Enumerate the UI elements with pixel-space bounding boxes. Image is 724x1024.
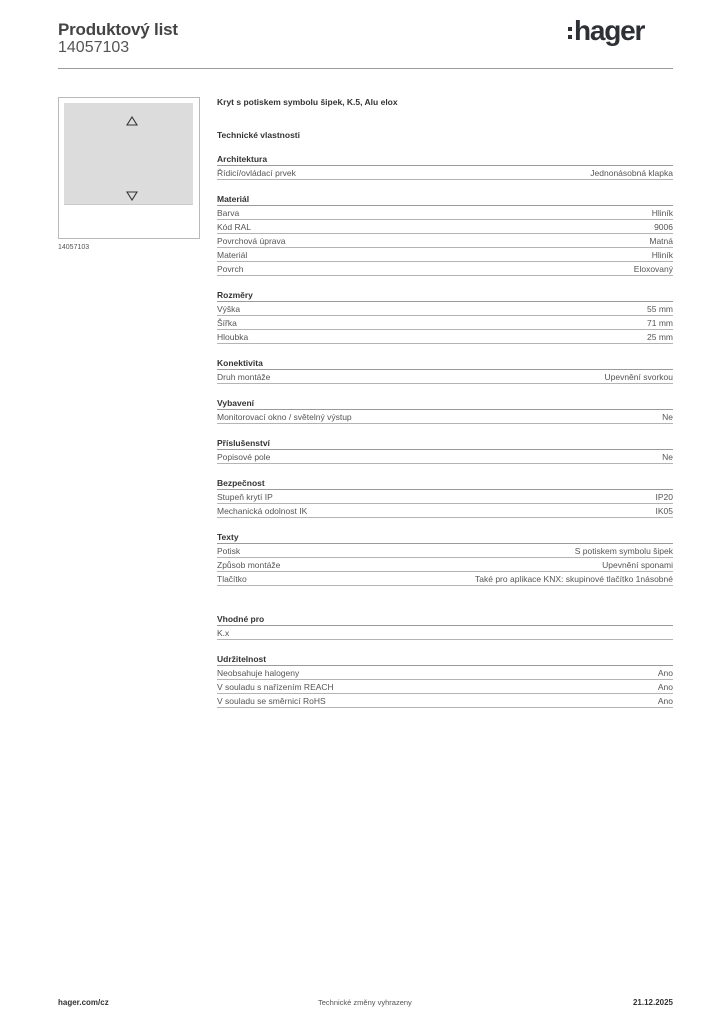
spec-value: Jednonásobná klapka: [590, 168, 673, 178]
spec-label: Mechanická odolnost IK: [217, 506, 308, 516]
spec-label: Šířka: [217, 318, 237, 328]
spec-label: V souladu s nařízením REACH: [217, 682, 334, 692]
spec-label: Popisové pole: [217, 452, 271, 462]
spec-group: [217, 397, 673, 424]
product-image: [58, 97, 200, 239]
spec-label: Materiál: [217, 250, 248, 260]
spec-label: Hloubka: [217, 332, 249, 342]
spec-label: Druh montáže: [217, 372, 271, 382]
spec-group-title: Příslušenství: [217, 437, 673, 450]
spec-row: [217, 248, 673, 262]
spec-value: Ano: [657, 682, 673, 692]
spec-group-title: Vhodné pro: [217, 613, 673, 626]
spec-row: [217, 626, 673, 640]
spec-label: Kód RAL: [217, 222, 252, 232]
product-image-caption: 14057103: [58, 244, 90, 251]
spec-group-title: Materiál: [217, 193, 673, 206]
logo-text: hager: [574, 15, 645, 46]
spec-label: Barva: [217, 208, 240, 218]
spec-value: Matná: [649, 236, 673, 246]
spec-value: S potiskem symbolu šipek: [574, 546, 673, 556]
spec-label: Způsob montáže: [217, 560, 281, 570]
spec-groups: [217, 153, 673, 708]
spec-value: Ano: [657, 696, 673, 706]
spec-row: [217, 490, 673, 504]
spec-label: K.x: [217, 628, 230, 638]
spec-row: [217, 206, 673, 220]
spec-label: Řídicí/ovládací prvek: [217, 168, 296, 178]
spec-row: [217, 302, 673, 316]
spec-row: [217, 680, 673, 694]
spec-row: [217, 234, 673, 248]
document-title: Produktový list: [58, 20, 178, 39]
header-divider: [58, 68, 673, 69]
spec-label: Monitorovací okno / světelný výstup: [217, 412, 352, 422]
spec-label: Potisk: [217, 546, 241, 556]
spec-group-title: Udržitelnost: [217, 653, 673, 666]
spec-label: Tlačítko: [217, 574, 247, 584]
spec-row: [217, 450, 673, 464]
footer-date: 21.12.2025: [632, 998, 673, 1007]
spec-group: [217, 357, 673, 384]
spec-group: [217, 289, 673, 344]
section-title: Technické vlastnosti: [217, 130, 300, 140]
spec-label: V souladu se směrnicí RoHS: [217, 696, 326, 706]
logo-dots-icon: [568, 27, 572, 39]
arrow-up-icon: [126, 116, 138, 126]
spec-row: [217, 316, 673, 330]
product-name: Kryt s potiskem symbolu šipek, K.5, Alu elox: [217, 97, 398, 107]
spec-row: [217, 166, 673, 180]
spec-row: [217, 558, 673, 572]
spec-label: Výška: [217, 304, 241, 314]
spec-value: Upevnění sponami: [602, 560, 673, 570]
footer-note: Technické změny vyhrazeny: [318, 998, 412, 1007]
product-code: 14057103: [58, 39, 130, 56]
spec-group-title: Vybavení: [217, 397, 673, 410]
spec-row: [217, 370, 673, 384]
spec-value: 55 mm: [647, 304, 673, 314]
spec-group-title: Konektivita: [217, 357, 673, 370]
spec-row: [217, 220, 673, 234]
spec-label: Neobsahuje halogeny: [217, 668, 300, 678]
spec-group: [217, 153, 673, 180]
spec-row: [217, 694, 673, 708]
switch-cover-plate: [64, 103, 193, 205]
spec-value: Ano: [657, 668, 673, 678]
arrow-down-icon: [126, 191, 138, 201]
spec-content: [217, 96, 673, 708]
spec-group-title: Architektura: [217, 153, 673, 166]
spec-value: IP20: [655, 492, 673, 502]
spec-row: [217, 330, 673, 344]
spec-value: 9006: [654, 222, 673, 232]
hager-logo: [568, 14, 644, 48]
spec-value: Také pro aplikace KNX: skupinové tlačítko 1násobné: [475, 574, 673, 584]
spec-row: [217, 666, 673, 680]
spec-row: [217, 504, 673, 518]
spec-value: Upevnění svorkou: [604, 372, 673, 382]
spec-label: Povrchová úprava: [217, 236, 286, 246]
spec-label: Stupeň krytí IP: [217, 492, 273, 502]
spec-group: [217, 477, 673, 518]
spec-value: 25 mm: [647, 332, 673, 342]
spec-row: [217, 262, 673, 276]
spec-value: Ne: [662, 412, 673, 422]
footer-website: hager.com/cz: [58, 998, 109, 1007]
spec-label: Povrch: [217, 264, 244, 274]
spec-value: Eloxovaný: [633, 264, 673, 274]
spec-row: [217, 410, 673, 424]
spec-group-title: Bezpečnost: [217, 477, 673, 490]
spec-value: Hliník: [651, 208, 673, 218]
spec-value: Ne: [662, 452, 673, 462]
spec-group: [217, 437, 673, 464]
spec-group: [217, 653, 673, 708]
spec-value: Hliník: [651, 250, 673, 260]
spec-group: [217, 193, 673, 276]
spec-group: [217, 531, 673, 586]
spec-row: [217, 572, 673, 586]
spec-value: IK05: [655, 506, 673, 516]
spec-group-title: Texty: [217, 531, 673, 544]
spec-group-title: Rozměry: [217, 289, 673, 302]
spec-value: 71 mm: [647, 318, 673, 328]
spec-row: [217, 544, 673, 558]
spec-group: [217, 613, 673, 640]
